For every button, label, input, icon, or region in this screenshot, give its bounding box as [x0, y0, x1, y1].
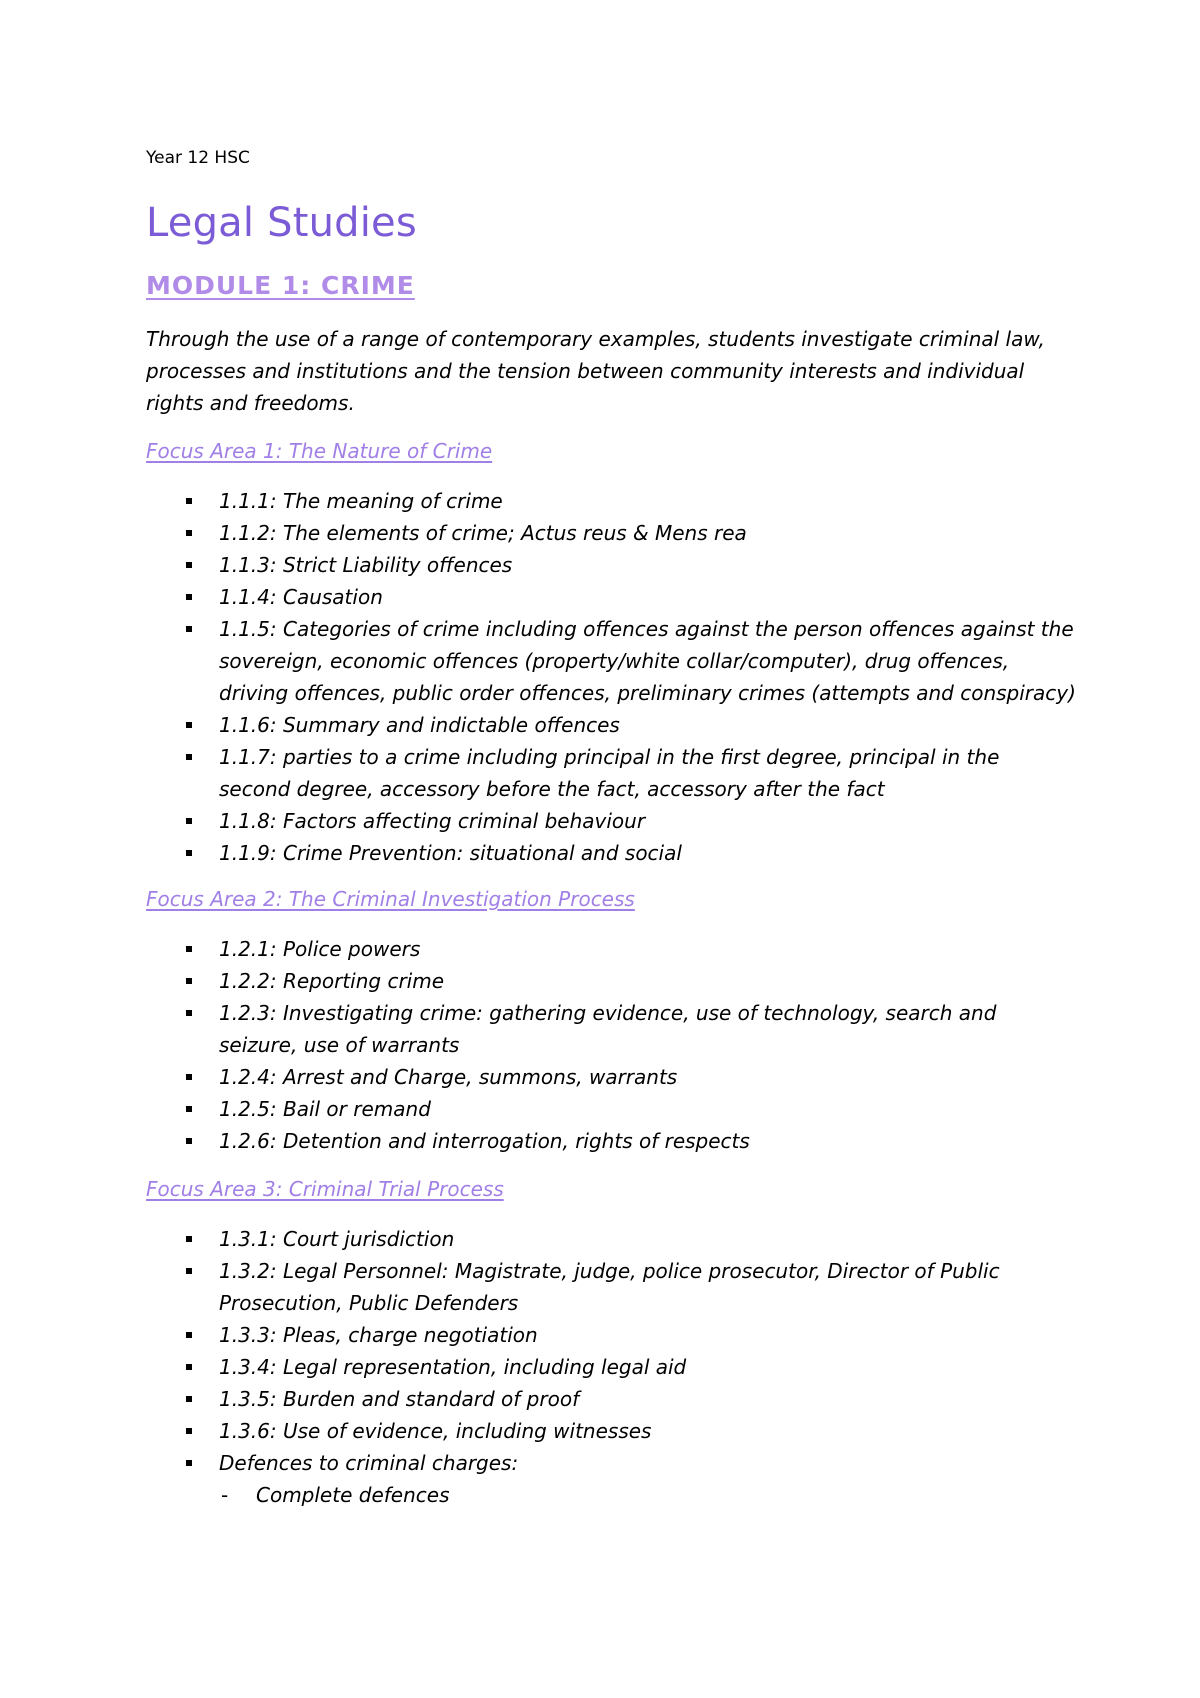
list-item: 1.1.1: The meaning of crime: [146, 485, 1076, 517]
bullet-icon: [186, 1364, 192, 1370]
list-item: 1.2.4: Arrest and Charge, summons, warrants: [146, 1061, 1076, 1093]
bullet-icon: [186, 594, 192, 600]
bullet-icon: [186, 1106, 192, 1112]
bullet-icon: [186, 1138, 192, 1144]
list-item: 1.3.6: Use of evidence, including witnesses: [146, 1415, 1076, 1447]
bullet-icon: [186, 626, 192, 632]
bullet-icon: [186, 498, 192, 504]
module-heading: MODULE 1: CRIME: [146, 271, 415, 300]
bullet-icon: [186, 1268, 192, 1274]
list-item: 1.2.6: Detention and interrogation, rights of respects: [146, 1125, 1076, 1157]
bullet-icon: [186, 562, 192, 568]
list-item: Defences to criminal charges:: [146, 1447, 1076, 1479]
focus-area-3-heading[interactable]: Focus Area 3: Criminal Trial Process: [146, 1177, 504, 1201]
list-item: 1.1.7: parties to a crime including principal in the first degree, principal in the second degree, accessory before the fact, accessory after the fact: [146, 741, 1076, 805]
bullet-icon: [186, 1428, 192, 1434]
bullet-icon: [186, 946, 192, 952]
dash-icon: -: [221, 1483, 229, 1507]
focus-area-1-list: [146, 485, 1076, 869]
list-item: 1.2.5: Bail or remand: [146, 1093, 1076, 1125]
list-item: 1.3.5: Burden and standard of proof: [146, 1383, 1076, 1415]
focus-area-2-list: [146, 933, 1076, 1157]
bullet-icon: [186, 1074, 192, 1080]
bullet-icon: [186, 722, 192, 728]
page-title: Legal Studies: [146, 200, 417, 246]
list-item: 1.3.2: Legal Personnel: Magistrate, judge, police prosecutor, Director of Public Prosecution, Public Defenders: [146, 1255, 1076, 1319]
list-item: 1.1.9: Crime Prevention: situational and social: [146, 837, 1076, 869]
list-item: 1.2.2: Reporting crime: [146, 965, 1076, 997]
list-item: 1.2.1: Police powers: [146, 933, 1076, 965]
list-item: 1.1.4: Causation: [146, 581, 1076, 613]
list-item: 1.1.6: Summary and indictable offences: [146, 709, 1076, 741]
year-label: Year 12 HSC: [146, 148, 250, 168]
sub-list-item: - Complete defences: [146, 1479, 1076, 1511]
bullet-icon: [186, 754, 192, 760]
focus-area-2-heading[interactable]: Focus Area 2: The Criminal Investigation Process: [146, 887, 635, 911]
bullet-icon: [186, 1460, 192, 1466]
bullet-icon: [186, 1396, 192, 1402]
list-item: 1.1.5: Categories of crime including offences against the person offences against the sovereign, economic offences (property/white collar/computer), drug offences, driving offences, public order offences, preliminary crimes (attempts and conspiracy): [146, 613, 1076, 709]
bullet-icon: [186, 850, 192, 856]
bullet-icon: [186, 1010, 192, 1016]
list-item: 1.3.1: Court jurisdiction: [146, 1223, 1076, 1255]
list-item: 1.2.3: Investigating crime: gathering evidence, use of technology, search and seizure, use of warrants: [146, 997, 1076, 1061]
bullet-icon: [186, 530, 192, 536]
list-item: 1.1.8: Factors affecting criminal behaviour: [146, 805, 1076, 837]
list-item: 1.1.3: Strict Liability offences: [146, 549, 1076, 581]
bullet-icon: [186, 1332, 192, 1338]
list-item: 1.3.3: Pleas, charge negotiation: [146, 1319, 1076, 1351]
intro-paragraph: Through the use of a range of contemporary examples, students investigate criminal law, processes and institutions and the tension between community interests and individual rights and freedoms.: [146, 327, 1045, 415]
list-item: 1.3.4: Legal representation, including legal aid: [146, 1351, 1076, 1383]
bullet-icon: [186, 818, 192, 824]
focus-area-3-list: [146, 1223, 1076, 1511]
list-item: 1.1.2: The elements of crime; Actus reus & Mens rea: [146, 517, 1076, 549]
focus-area-1-heading[interactable]: Focus Area 1: The Nature of Crime: [146, 439, 493, 463]
bullet-icon: [186, 1236, 192, 1242]
bullet-icon: [186, 978, 192, 984]
